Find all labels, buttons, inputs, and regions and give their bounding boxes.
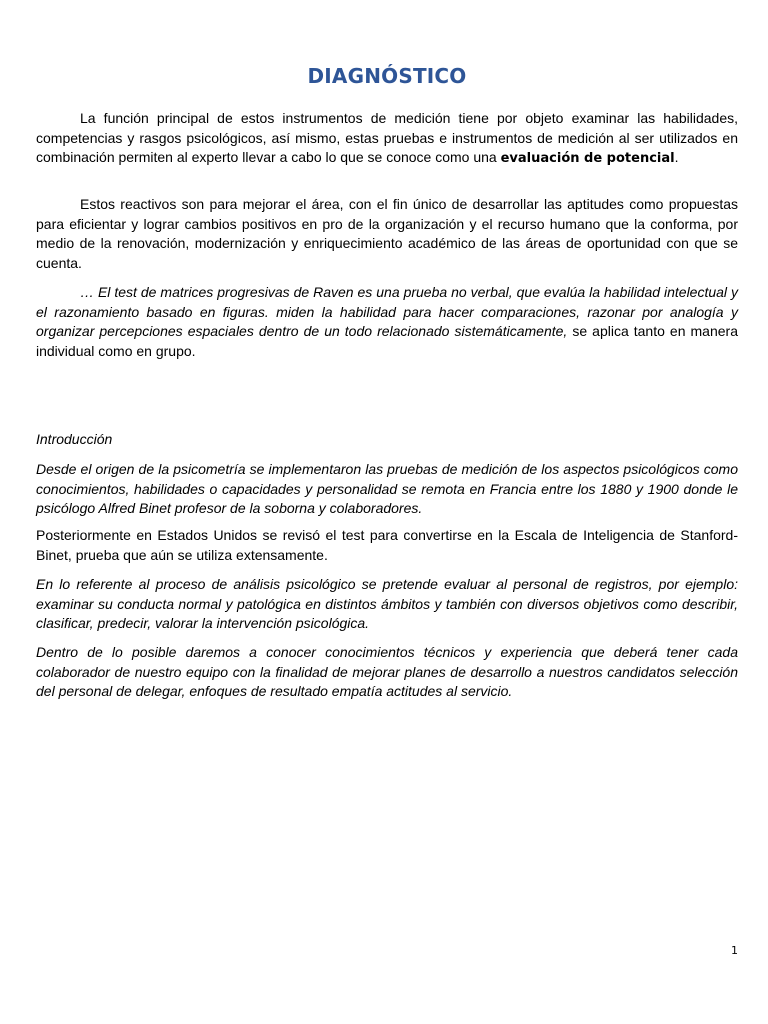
raven-tail: se aplica tanto en manera individual como en grupo. [36, 323, 738, 359]
paragraph-instruments-text: La función principal de estos instrumentos de medición tiene por objeto examinar las habilidades, competencias y rasgos psicológicos, así mismo, estas pruebas e instrumentos de medición al ser utilizados en combinación permiten al experto llevar a cabo lo que se conoce como una [36, 110, 738, 165]
page-number: 1 [731, 944, 738, 957]
paragraph-instruments [36, 109, 738, 169]
document-page [36, 0, 738, 1024]
paragraph-analysis: En lo referente al proceso de análisis psicológico se pretende evaluar al personal de registros, por ejemplo: examinar su conducta normal y patológica en distintos ámbitos y también con diversos objetivos como describir, clasificar, predecir, valorar la intervención psicológica. [36, 576, 738, 631]
paragraph-raven [36, 283, 738, 361]
intro-heading: Introducción [36, 431, 113, 447]
paragraph-reactivos: Estos reactivos son para mejorar el área, con el fin único de desarrollar las aptitudes como propuestas para eficientar y lograr cambios positivos en pro de la organización y el recurso humano que la conforma, por medio de la renovación, modernización y enriquecimiento académico de las áreas de oportunidad con que se cuenta. [36, 196, 738, 271]
paragraph-stanford-binet: Posteriormente en Estados Unidos se revisó el test para convertirse en la Escala de Inteligencia de Stanford-Binet, prueba que aún se utiliza extensamente. [36, 527, 738, 563]
paragraph-instruments-end: . [674, 149, 679, 165]
page-title: DIAGNÓSTICO [307, 64, 467, 88]
paragraph-origin: Desde el origen de la psicometría se implementaron las pruebas de medición de los aspectos psicológicos como conocimientos, habilidades o capacidades y personalidad se remota en Francia entre los 1880 y 1900 donde le psicólogo Alfred Binet profesor de la soborna y colaboradores. [36, 461, 738, 516]
paragraph-knowledge: Dentro de lo posible daremos a conocer conocimientos técnicos y experiencia que deberá tener cada colaborador de nuestro equipo con la finalidad de mejorar planes de desarrollo a nuestros candidatos selección del personal de delegar, enfoques de resultado empatía actitudes al servicio. [36, 644, 738, 699]
bold-term-evaluacion: evaluación de potencial [500, 151, 675, 166]
raven-quote: … El test de matrices progresivas de Raven es una prueba no verbal, que evalúa la habilidad intelectual y el razonamiento basado en figuras. miden la habilidad para hacer comparaciones, razonar por analogía y organizar percepciones espaciales dentro de un todo relacionado sistemáticamente, [36, 284, 738, 339]
